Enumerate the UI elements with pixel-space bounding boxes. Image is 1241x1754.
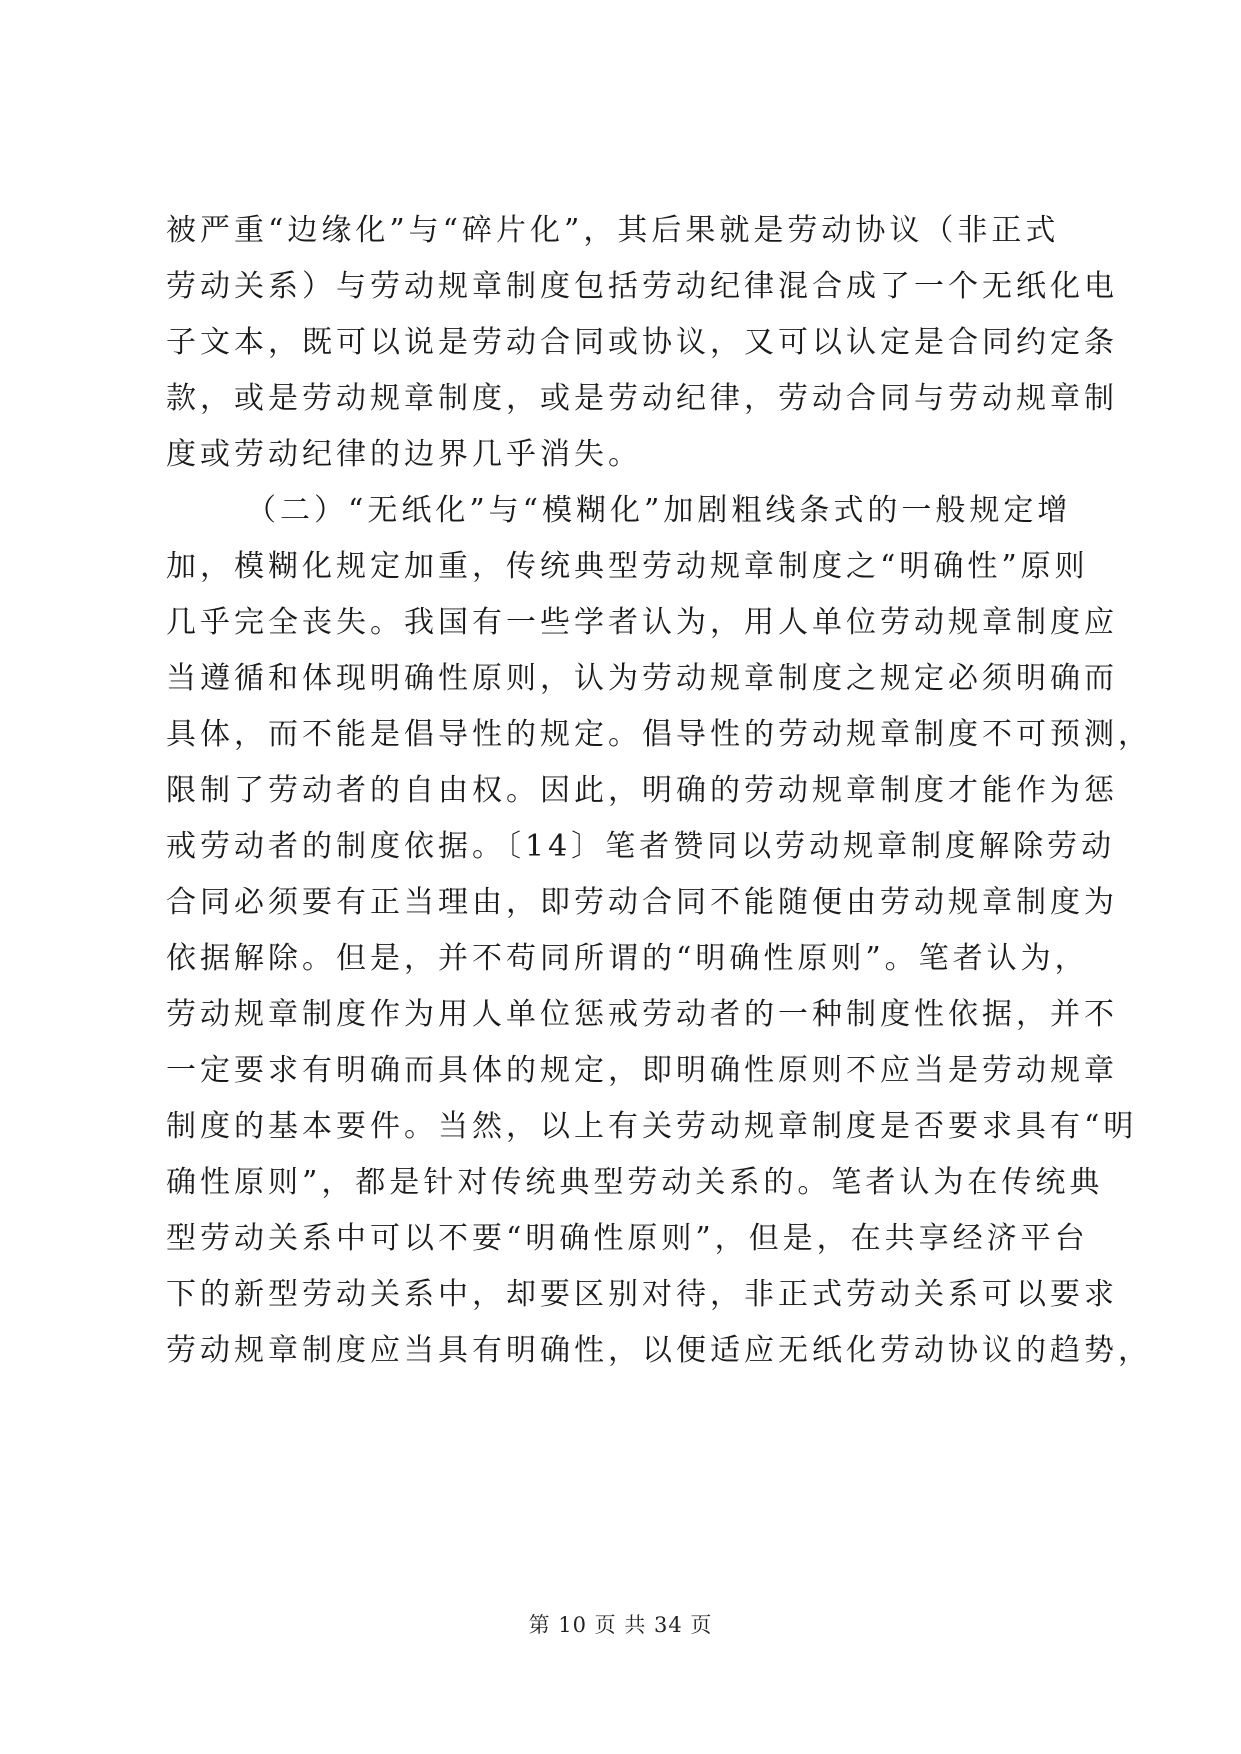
text-line-11: 限制了劳动者的自由权。因此，明确的劳动规章制度才能作为惩 [166, 773, 1118, 808]
page-number-footer: 第 10 页 共 34 页 [528, 1613, 713, 1637]
text-line-12: 戒劳动者的制度依据。〔14〕笔者赞同以劳动规章制度解除劳动 [166, 829, 1116, 864]
text-line-13: 合同必须要有正当理由，即劳动合同不能随便由劳动规章制度为 [166, 885, 1118, 920]
text-line-10: 具体，而不能是倡导性的规定。倡导性的劳动规章制度不可预测， [166, 717, 1152, 752]
text-line-17: 制度的基本要件。当然，以上有关劳动规章制度是否要求具有“明 [166, 1109, 1138, 1144]
text-line-7: 加，模糊化规定加重，传统典型劳动规章制度之“明确性”原则 [166, 549, 1089, 584]
text-line-19: 型劳动关系中可以不要“明确性原则”，但是，在共享经济平台 [166, 1221, 1089, 1256]
text-line-1: 被严重“边缘化”与“碎片化”，其后果就是劳动协议（非正式 [166, 213, 1060, 248]
text-line-3: 子文本，既可以说是劳动合同或协议，又可以认定是合同约定条 [166, 325, 1118, 360]
text-line-21: 劳动规章制度应当具有明确性，以便适应无纸化劳动协议的趋势， [166, 1333, 1152, 1368]
text-line-20: 下的新型劳动关系中，却要区别对待，非正式劳动关系可以要求 [166, 1277, 1118, 1312]
text-line-18: 确性原则”，都是针对传统典型劳动关系的。笔者认为在传统典 [166, 1165, 1104, 1200]
text-line-9: 当遵循和体现明确性原则，认为劳动规章制度之规定必须明确而 [166, 661, 1118, 696]
text-line-4: 款，或是劳动规章制度，或是劳动纪律，劳动合同与劳动规章制 [166, 381, 1118, 416]
text-line-5: 度或劳动纪律的边界几乎消失。 [166, 437, 642, 472]
text-line-15: 劳动规章制度作为用人单位惩戒劳动者的一种制度性依据，并不 [166, 997, 1118, 1032]
text-line-2: 劳动关系）与劳动规章制度包括劳动纪律混合成了一个无纸化电 [166, 269, 1118, 304]
text-line-6: （二）“无纸化”与“模糊化”加剧粗线条式的一般规定增 [246, 493, 1072, 528]
text-line-16: 一定要求有明确而具体的规定，即明确性原则不应当是劳动规章 [166, 1053, 1118, 1088]
text-line-14: 依据解除。但是，并不苟同所谓的“明确性原则”。笔者认为， [166, 941, 1089, 976]
text-line-8: 几乎完全丧失。我国有一些学者认为，用人单位劳动规章制度应 [166, 605, 1118, 640]
